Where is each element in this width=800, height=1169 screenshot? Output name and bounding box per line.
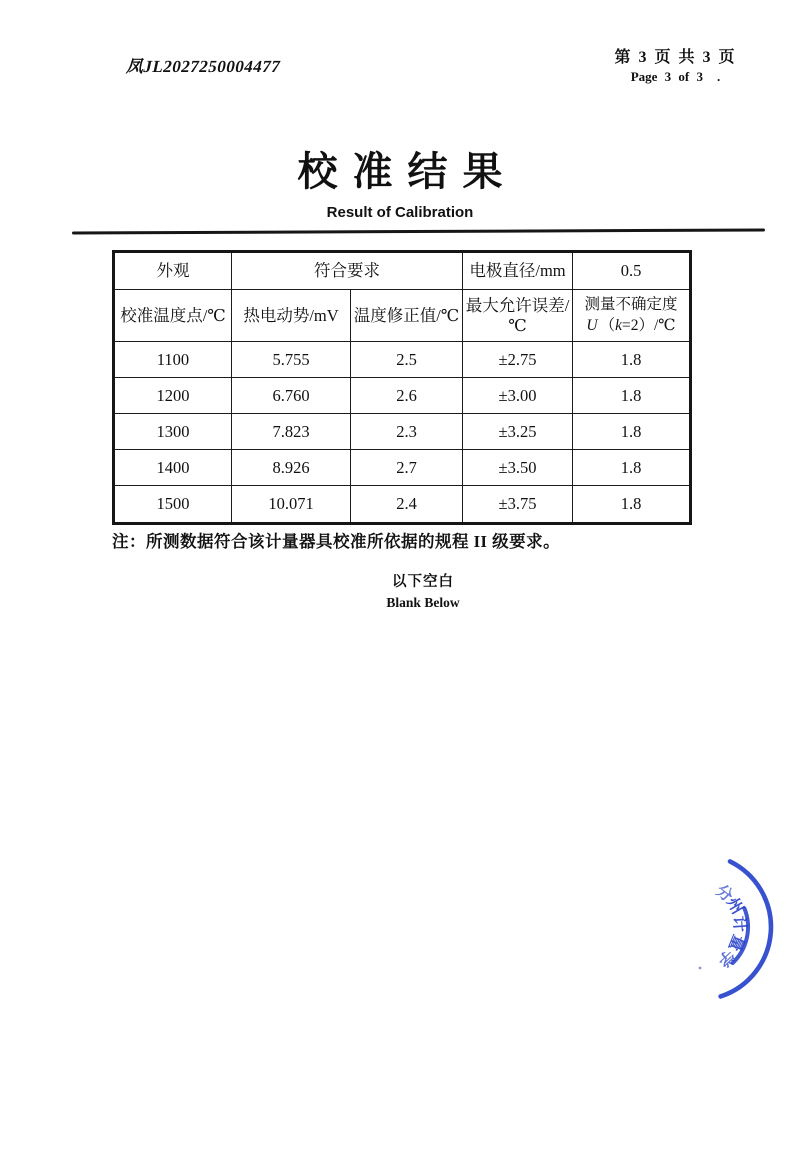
seal-char: 量 bbox=[725, 932, 747, 954]
table-cell-uncertainty: 1.8 bbox=[573, 414, 689, 450]
title-divider-line bbox=[72, 228, 765, 234]
table-cell-uncertainty: 1.8 bbox=[573, 342, 689, 378]
calibration-result-table bbox=[112, 250, 692, 525]
table-cell-emf: 5.755 bbox=[232, 342, 351, 378]
page-indicator-dot: . bbox=[717, 69, 721, 84]
seal-ink-speck bbox=[699, 967, 702, 970]
page-indicator-cn: 第 3 页 共 3 页 bbox=[614, 49, 737, 66]
table-cell-mpe: ±3.25 bbox=[463, 414, 573, 450]
table-cell-mpe: ±2.75 bbox=[463, 342, 573, 378]
electrode-diameter-value-cell: 0.5 bbox=[573, 253, 689, 290]
column-header-correction: 温度修正值/℃ bbox=[351, 290, 463, 342]
table-cell-temp: 1500 bbox=[115, 486, 232, 522]
uncertainty-header-line1: 测量不确定度 bbox=[584, 295, 678, 313]
table-cell-uncertainty: 1.8 bbox=[573, 378, 689, 414]
uncertainty-tail: =2）/℃ bbox=[621, 316, 676, 334]
column-header-mpe: 最大允许误差/℃ bbox=[463, 290, 573, 342]
table-cell-uncertainty: 1.8 bbox=[573, 450, 689, 486]
table-cell-mpe: ±3.00 bbox=[463, 378, 573, 414]
page-indicator-en-text: Page 3 of 3 bbox=[630, 69, 704, 84]
seal-char: 州 bbox=[723, 894, 746, 918]
blank-below-cn: 以下空白 bbox=[392, 574, 454, 590]
document-title-en: Result of Calibration bbox=[326, 204, 474, 221]
table-cell-emf: 8.926 bbox=[232, 450, 351, 486]
note-text: 注：所测数据符合该计量器具校准所依据的规程 II 级要求。 bbox=[112, 532, 561, 551]
blank-below-en: Blank Below bbox=[386, 595, 460, 610]
seal-char: 学 bbox=[713, 946, 738, 970]
uncertainty-paren: （ bbox=[599, 316, 616, 334]
table-cell-mpe: ±3.75 bbox=[463, 486, 573, 522]
table-cell-emf: 6.760 bbox=[232, 378, 351, 414]
appearance-value-cell: 符合要求 bbox=[232, 253, 463, 290]
table-cell-emf: 10.071 bbox=[232, 486, 351, 522]
electrode-diameter-label-cell: 电极直径/mm bbox=[463, 253, 573, 290]
page-indicator-en bbox=[598, 69, 753, 85]
table-cell-emf: 7.823 bbox=[232, 414, 351, 450]
document-title-cn: 校准结果 bbox=[297, 150, 518, 194]
column-header-emf: 热电动势/mV bbox=[232, 290, 351, 342]
table-cell-correction: 2.5 bbox=[351, 342, 463, 378]
document-title-block bbox=[0, 140, 800, 221]
seal-char: 分 bbox=[712, 882, 736, 906]
page-indicator bbox=[598, 44, 753, 85]
table-cell-temp: 1200 bbox=[115, 378, 232, 414]
table-cell-correction: 2.7 bbox=[351, 450, 463, 486]
uncertainty-header-line2 bbox=[584, 317, 677, 336]
table-cell-correction: 2.6 bbox=[351, 378, 463, 414]
blank-below-block bbox=[338, 570, 508, 611]
uncertainty-k-symbol: k bbox=[615, 316, 622, 334]
table-cell-correction: 2.3 bbox=[351, 414, 463, 450]
table-cell-temp: 1400 bbox=[115, 450, 232, 486]
uncertainty-u-symbol: U bbox=[586, 316, 598, 334]
table-cell-temp: 1100 bbox=[115, 342, 232, 378]
table-cell-temp: 1300 bbox=[115, 414, 232, 450]
seal-char: 计 bbox=[729, 915, 748, 933]
column-header-temperature: 校准温度点/℃ bbox=[115, 290, 232, 342]
table-cell-mpe: ±3.50 bbox=[463, 450, 573, 486]
appearance-label-cell: 外观 bbox=[115, 253, 232, 290]
table-cell-uncertainty: 1.8 bbox=[620, 494, 642, 514]
table-cell-correction: 2.4 bbox=[351, 486, 463, 522]
column-header-uncertainty bbox=[573, 290, 689, 342]
certificate-number: 凤JL2027250004477 bbox=[125, 57, 281, 76]
calibration-seal-stamp bbox=[618, 843, 788, 1003]
